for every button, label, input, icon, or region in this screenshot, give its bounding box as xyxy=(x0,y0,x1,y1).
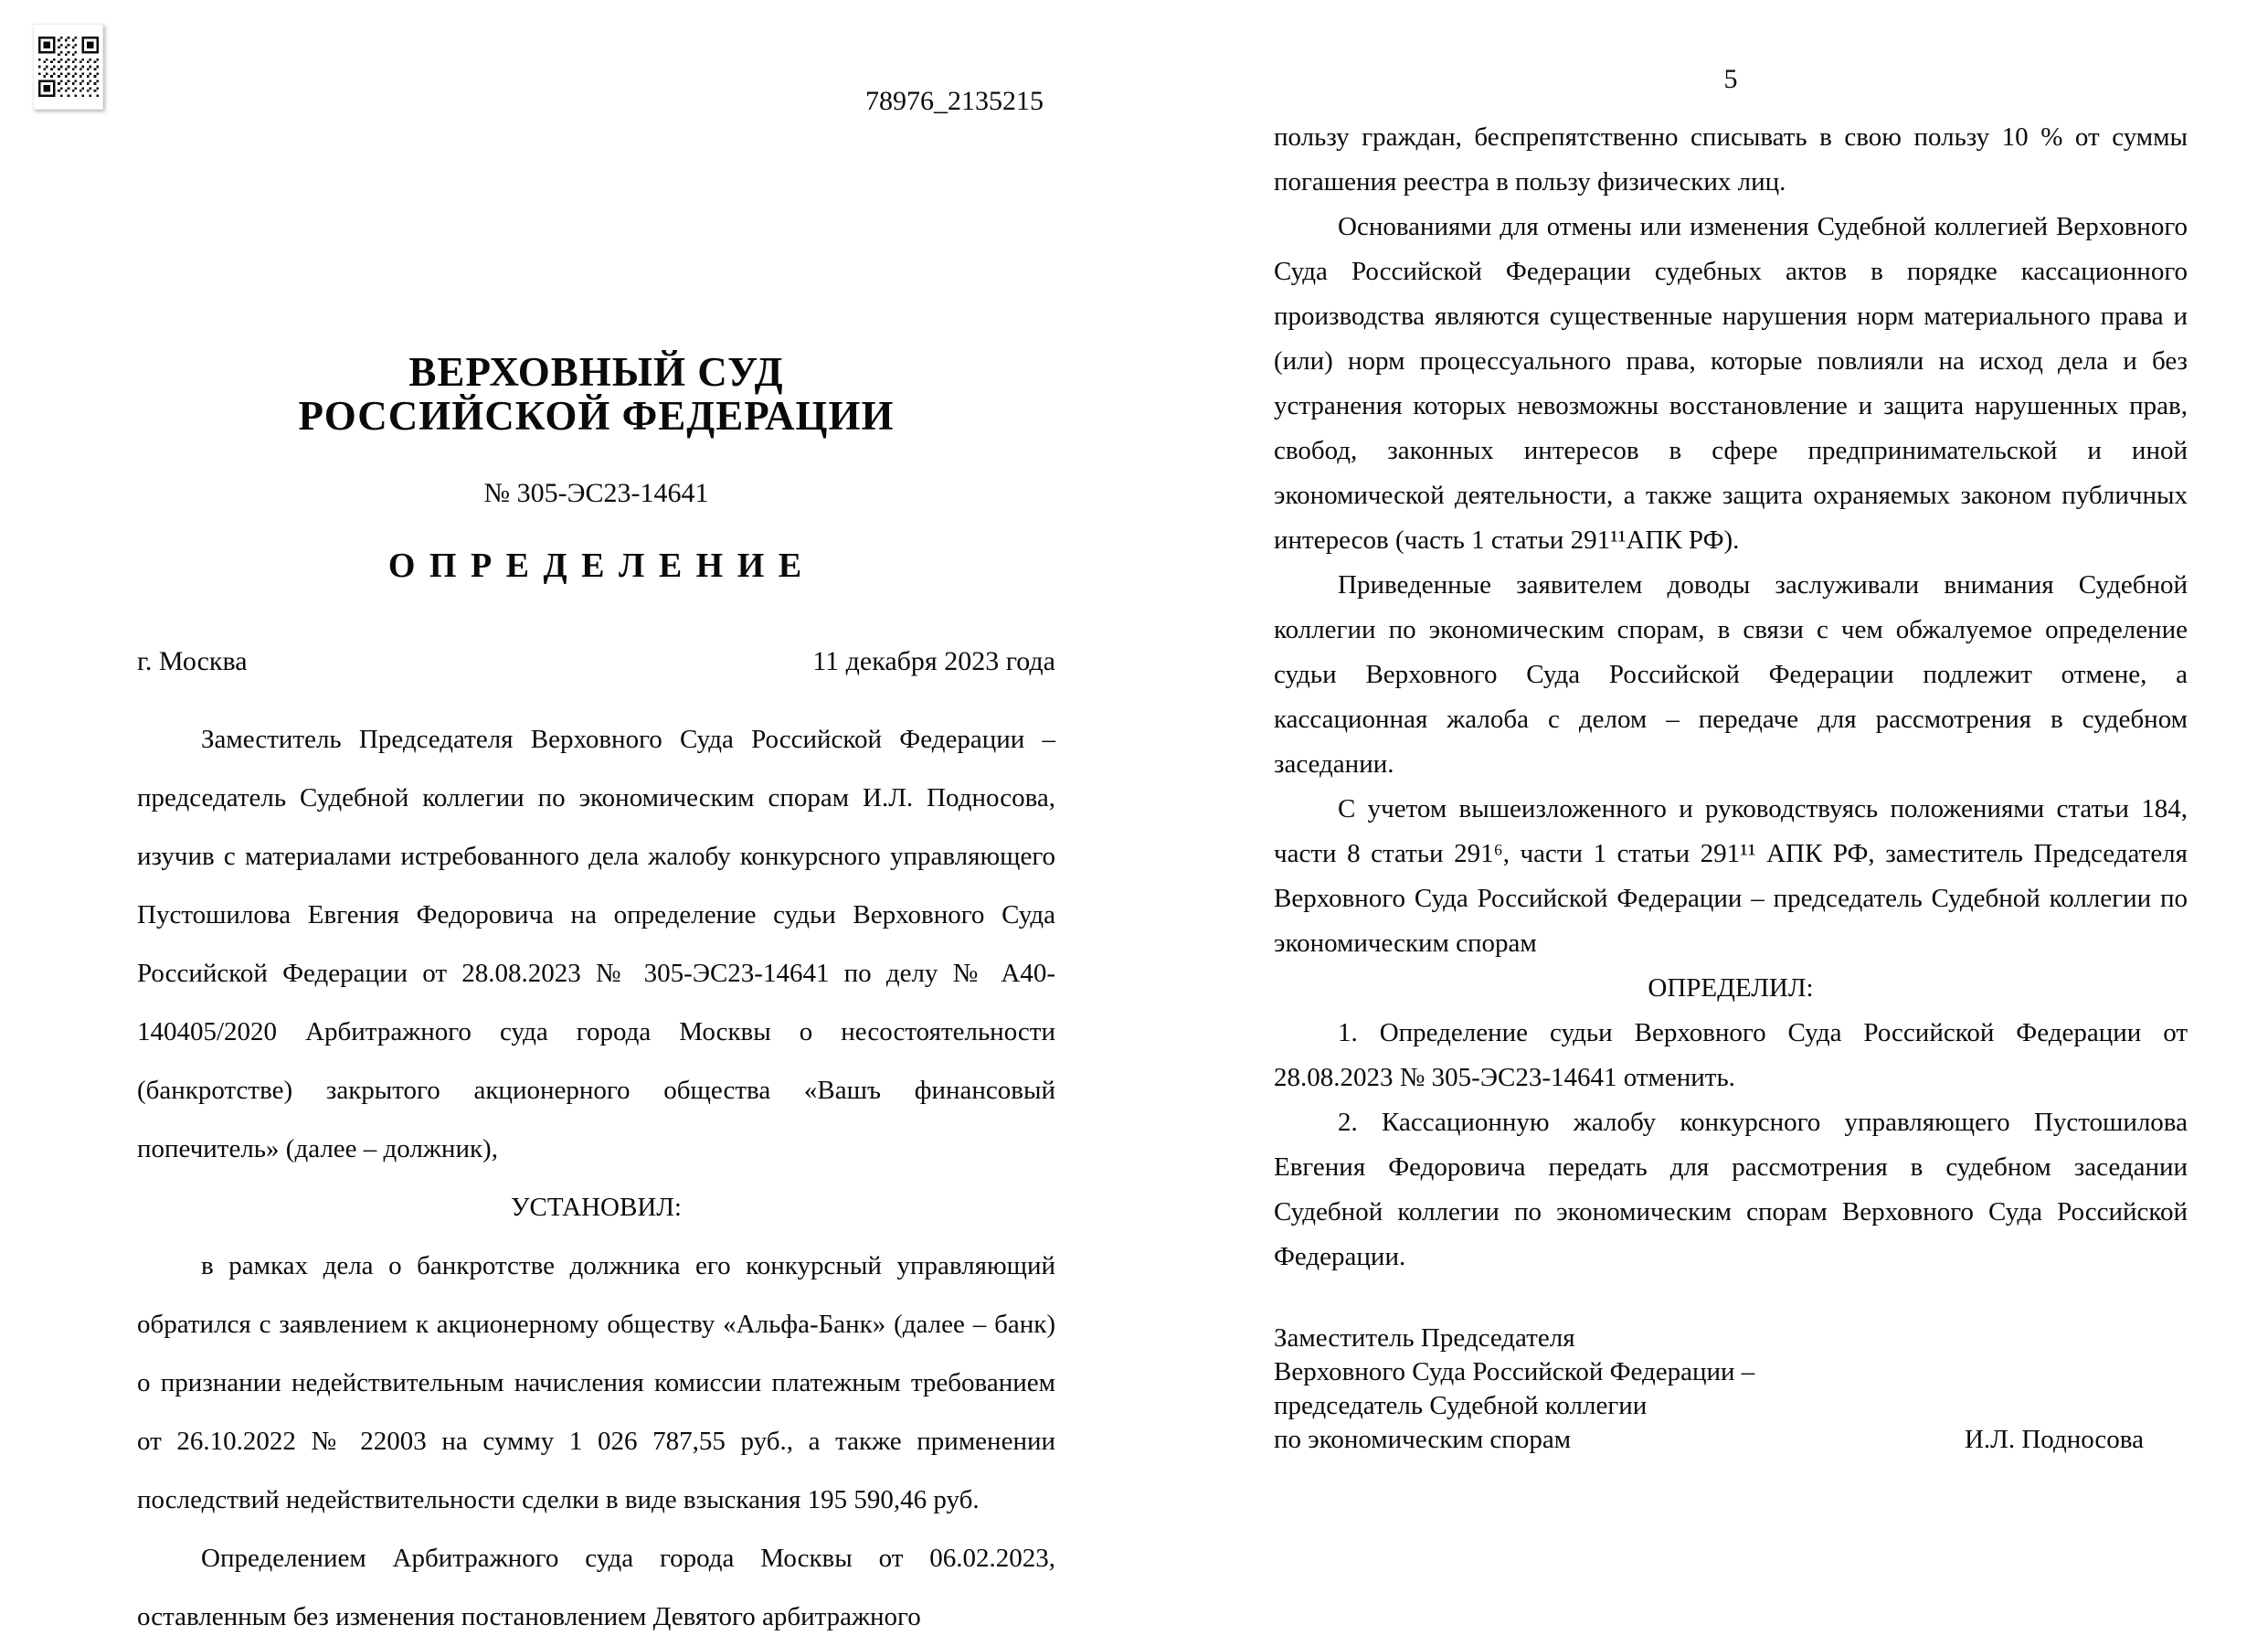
signature-position-line: председатель Судебной коллегии xyxy=(1274,1391,1648,1420)
signature-position-line: по экономическим спорам xyxy=(1274,1425,1572,1454)
body-paragraph: Приведенные заявителем доводы заслуживали внимания Судебной коллегии по экономическим спорам, в связи с чем обжалуемое определение судьи Верховного Суда Российской Федерации подлежит отмене, а кассационная жалоба с делом – передаче для рассмотрения в судебном заседании. xyxy=(1274,570,2188,779)
continuation-paragraph: пользу граждан, беспрепятственно списывать в свою пользу 10 % от суммы погашения реестра в пользу физических лиц. xyxy=(1274,122,2188,196)
decided-heading: ОПРЕДЕЛИЛ: xyxy=(1648,973,1814,1003)
body-paragraph: Определением Арбитражного суда города Москвы от 06.02.2023, оставленным без изменения постановлением Девятого арбитражного xyxy=(137,1544,1055,1631)
page-number: 5 xyxy=(1723,64,1738,94)
signature-position-line: Заместитель Председателя xyxy=(1274,1323,1575,1353)
signature-name: И.Л. Подносова xyxy=(1964,1425,2144,1454)
signature-row xyxy=(1274,1423,2188,1457)
body-paragraph: Основаниями для отмены или изменения Судебной коллегией Верховного Суда Российской Федерации судебных актов в порядке кассационного производства являются существенные нарушения норм материального права и (или) норм процессуального права, которые повлияли на исход дела и без устранения которых невозможны восстановление и защита нарушенных прав, свобод, законных интересов в сфере предпринимательской и иной экономической деятельности, а также защита охраняемых законом публичных интересов (часть 1 статьи 291¹¹АПК РФ). xyxy=(1274,212,2188,555)
established-heading: УСТАНОВИЛ: xyxy=(511,1193,682,1222)
court-name-line1: ВЕРХОВНЫЙ СУД xyxy=(408,349,784,395)
date: 11 декабря 2023 года xyxy=(812,646,1055,676)
left-page xyxy=(137,350,1055,1646)
document-type-heading: О П Р Е Д Е Л Е Н И Е xyxy=(387,547,805,585)
left-page-body xyxy=(137,710,1055,1646)
qr-code-icon xyxy=(38,37,99,97)
signature-block xyxy=(1274,1322,2188,1457)
case-number: № 305-ЭС23-14641 xyxy=(483,478,709,508)
court-name xyxy=(137,350,1055,438)
right-page xyxy=(1274,64,2188,1457)
intro-paragraph: Заместитель Председателя Верховного Суда Российской Федерации – председатель Судебной коллегии по экономическим спорам И.Л. Подносова, изучив с материалами истребованного дела жалобу конкурсного управляющего Пустошилова Евгения Федоровича на определение судьи Верховного Суда Российской Федерации от 28.08.2023 № 305-ЭС23-14641 по делу № А40-140405/2020 Арбитражного суда города Москвы о несостоятельности (банкротстве) закрытого акционерного общества «Вашъ финансовый попечитель» (далее – должник), xyxy=(137,725,1055,1163)
court-name-line2: РОССИЙСКОЙ ФЕДЕРАЦИИ xyxy=(298,393,895,439)
signature-position-line: Верховного Суда Российской Федерации – xyxy=(1274,1357,1755,1386)
body-paragraph: С учетом вышеизложенного и руководствуясь положениями статьи 184, части 8 статьи 291⁶, части 1 статьи 291¹¹ АПК РФ, заместитель Председателя Верховного Суда Российской Федерации – председатель Судебной коллегии по экономическим спорам xyxy=(1274,794,2188,958)
qr-code-card xyxy=(33,24,103,110)
decision-item: 1. Определение судьи Верховного Суда Российской Федерации от 28.08.2023 № 305-ЭС23-14641 отменить. xyxy=(1274,1018,2188,1092)
place-date-row xyxy=(137,646,1055,677)
decision-item: 2. Кассационную жалобу конкурсного управляющего Пустошилова Евгения Федоровича передать для рассмотрения в судебном заседании Судебной коллегии по экономическим спорам Верховного Суда Российской Федерации. xyxy=(1274,1108,2188,1271)
body-paragraph: в рамках дела о банкротстве должника его конкурсный управляющий обратился с заявлением к акционерному обществу «Альфа-Банк» (далее – банк) о признании недействительным начисления комиссии платежным требованием от 26.10.2022 № 22003 на сумму 1 026 787,55 руб., а также применении последствий недействительности сделки в виде взыскания 195 590,46 руб. xyxy=(137,1251,1055,1514)
document-number: 78976_2135215 xyxy=(865,86,1044,116)
place: г. Москва xyxy=(137,646,248,676)
